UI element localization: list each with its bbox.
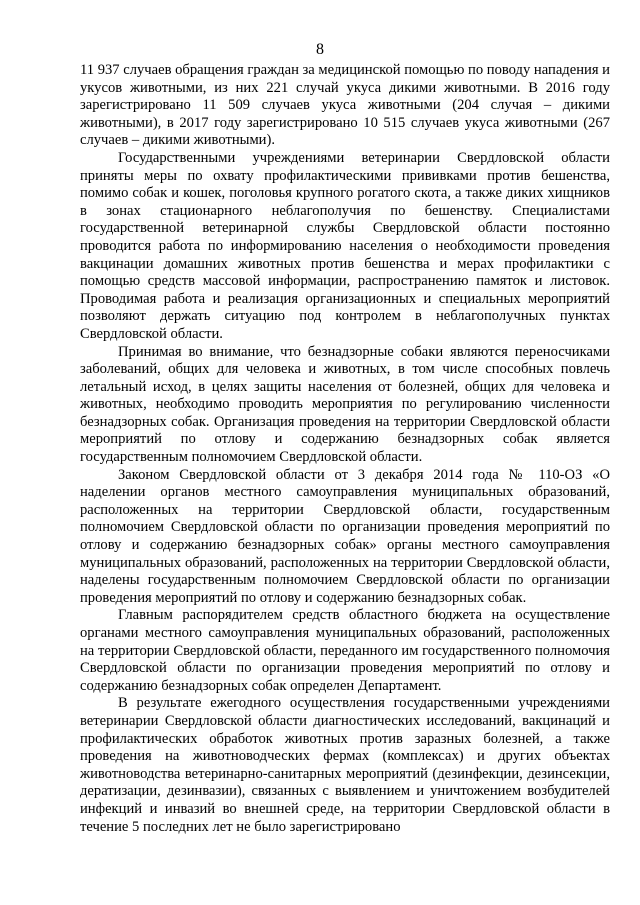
paragraph-5: Главным распорядителем средств областного бюджета на осуществление органами местного самоуправления муниципальных образований, расположенных на территории Свердловской области, переданного им государственного полномочия Свердловской области по организации проведения мероприятий по отлову и содержанию безнадзорных собак определен Департамент.	[80, 607, 610, 694]
paragraph-3: Принимая во внимание, что безнадзорные собаки являются переносчиками заболеваний, общих для человека и животных, в том числе способных повлечь летальный исход, в целях защиты населения от болезней, общих для человека и животных, необходимо проводить мероприятия по регулированию численности безнадзорных собак. Организация проведения на территории Свердловской области мероприятий по отлову и содержанию безнадзорных собак является государственным полномочием Свердловской области.	[80, 343, 610, 466]
paragraph-1: 11 937 случаев обращения граждан за медицинской помощью по поводу нападения и укусов животными, из них 221 случай укуса дикими животными. В 2016 году зарегистрировано 11 509 случаев укуса животными (204 случая – дикими животными), в 2017 году зарегистрировано 10 515 случаев укуса животными (267 случаев – дикими животными).	[80, 62, 610, 149]
paragraph-2: Государственными учреждениями ветеринарии Свердловской области приняты меры по охвату профилактическими прививками против бешенства, помимо собак и кошек, поголовья крупного рогатого скота, а также диких хищников в зонах стационарного неблагополучия по бешенству. Специалистами государственной ветеринарной службы Свердловской области постоянно проводится работа по информированию населения о необходимости проведения вакцинации домашних животных против бешенства и мерах профилактики с помощью средств массовой информации, распространению памяток и листовок. Проводимая работа и реализация организационных и специальных мероприятий позволяют держать ситуацию под контролем в неблагополучных пунктах Свердловской области.	[80, 149, 610, 342]
paragraph-4: Законом Свердловской области от 3 декабря 2014 года № 110-ОЗ «О наделении органов местного самоуправления муниципальных образований, расположенных на территории Свердловской области, государственным полномочием Свердловской области по организации проведения мероприятий по отлову и содержанию безнадзорных собак» органы местного самоуправления муниципальных образований, расположенных на территории Свердловской области, наделены государственным полномочием Свердловской области по организации проведения мероприятий по отлову и содержанию безнадзорных собак.	[80, 466, 610, 606]
page-number: 8	[316, 41, 324, 58]
paragraph-6: В результате ежегодного осуществления государственными учреждениями ветеринарии Свердловской области диагностических исследований, вакцинаций и профилактических обработок животных против заразных болезней, а также проведения на животноводческих фермах (комплексах) и других объектах животноводства ветеринарно-санитарных мероприятий (дезинфекции, дезинсекции, дератизации, дезинвазии), связанных с выявлением и уничтожением возбудителей инфекций и инвазий во внешней среде, на территории Свердловской области в течение 5 последних лет не было зарегистрировано	[80, 695, 610, 835]
document-body	[80, 62, 610, 836]
